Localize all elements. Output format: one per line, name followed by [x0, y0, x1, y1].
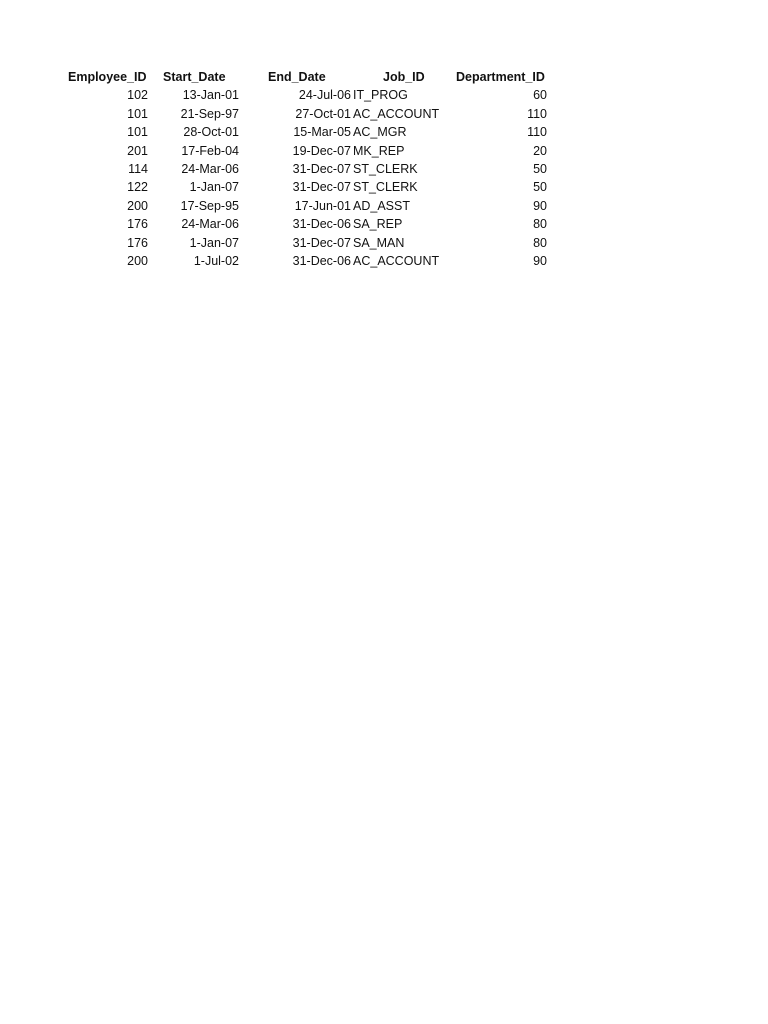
cell-employee-id: 102 [127, 88, 148, 103]
cell-employee-id: 176 [127, 217, 148, 232]
table-row [0, 160, 768, 178]
cell-job-id: ST_CLERK [353, 161, 418, 176]
header-end-date: End_Date [268, 70, 326, 84]
table-row [0, 105, 768, 123]
cell-department-id: 20 [533, 143, 547, 158]
cell-start-date: 24-Mar-06 [181, 217, 239, 232]
cell-start-date: 21-Sep-97 [180, 106, 239, 121]
cell-employee-id: 201 [127, 143, 148, 158]
cell-start-date: 17-Feb-04 [181, 143, 239, 158]
cell-job-id: ST_CLERK [353, 180, 418, 195]
cell-end-date: 15-Mar-05 [293, 125, 351, 140]
cell-job-id: IT_PROG [353, 88, 408, 103]
cell-start-date: 13-Jan-01 [182, 88, 239, 103]
cell-end-date: 31-Dec-07 [292, 235, 351, 250]
cell-end-date: 24-Jul-06 [298, 88, 351, 103]
cell-department-id: 50 [533, 161, 547, 176]
cell-job-id: AC_ACCOUNT [353, 253, 440, 268]
cell-employee-id: 122 [127, 180, 148, 195]
header-job-id: Job_ID [383, 70, 425, 84]
cell-department-id: 80 [533, 217, 547, 232]
cell-end-date: 19-Dec-07 [292, 143, 351, 158]
cell-employee-id: 176 [127, 235, 148, 250]
table-row [0, 215, 768, 233]
table-row [0, 197, 768, 215]
cell-job-id: AC_MGR [353, 125, 407, 140]
table-row [0, 178, 768, 196]
table-header-row [0, 68, 768, 86]
cell-employee-id: 101 [127, 106, 148, 121]
cell-department-id: 110 [527, 106, 547, 121]
cell-department-id: 90 [533, 253, 547, 268]
cell-start-date: 24-Mar-06 [181, 161, 239, 176]
cell-employee-id: 114 [128, 161, 148, 176]
table-row [0, 142, 768, 160]
cell-end-date: 31-Dec-07 [292, 180, 351, 195]
cell-job-id: MK_REP [353, 143, 405, 158]
cell-start-date: 1-Jul-02 [193, 253, 239, 268]
cell-end-date: 31-Dec-06 [292, 217, 351, 232]
cell-employee-id: 101 [127, 125, 148, 140]
table-row [0, 86, 768, 104]
cell-start-date: 1-Jan-07 [189, 180, 239, 195]
job-history-table [0, 68, 768, 270]
header-department-id: Department_ID [456, 70, 545, 84]
table-row [0, 252, 768, 270]
table-row [0, 234, 768, 252]
cell-employee-id: 200 [127, 253, 148, 268]
cell-job-id: SA_REP [353, 217, 403, 232]
header-start-date: Start_Date [163, 70, 226, 84]
cell-job-id: AC_ACCOUNT [353, 106, 440, 121]
cell-department-id: 110 [527, 125, 547, 140]
cell-department-id: 90 [533, 198, 547, 213]
cell-start-date: 1-Jan-07 [189, 235, 239, 250]
cell-job-id: AD_ASST [353, 198, 410, 213]
cell-start-date: 17-Sep-95 [180, 198, 239, 213]
cell-end-date: 31-Dec-06 [292, 253, 351, 268]
cell-job-id: SA_MAN [353, 235, 405, 250]
cell-department-id: 80 [533, 235, 547, 250]
header-employee-id: Employee_ID [68, 70, 147, 84]
cell-department-id: 50 [533, 180, 547, 195]
cell-end-date: 27-Oct-01 [295, 106, 351, 121]
cell-end-date: 17-Jun-01 [294, 198, 351, 213]
table-row [0, 123, 768, 141]
cell-employee-id: 200 [127, 198, 148, 213]
cell-department-id: 60 [533, 88, 547, 103]
cell-end-date: 31-Dec-07 [292, 161, 351, 176]
cell-start-date: 28-Oct-01 [183, 125, 239, 140]
